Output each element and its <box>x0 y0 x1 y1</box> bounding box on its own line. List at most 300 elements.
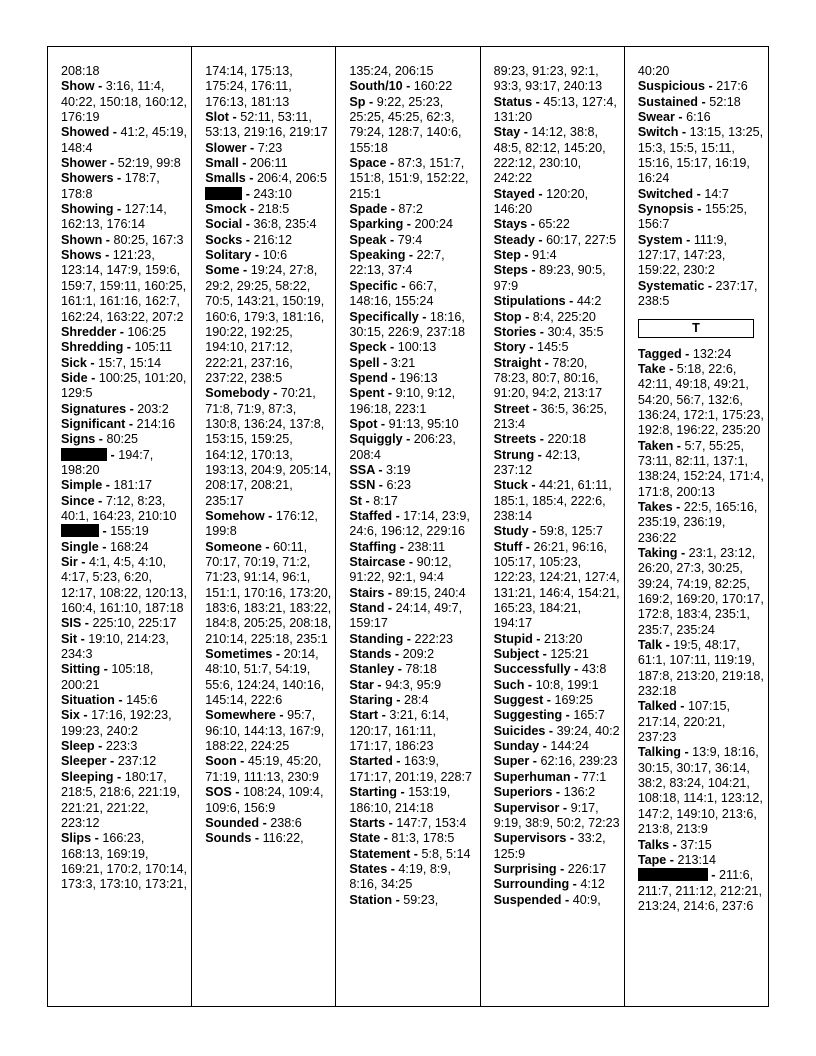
index-term: Superhuman <box>493 769 571 784</box>
term-separator: - <box>396 785 409 800</box>
index-term: Switch <box>637 125 679 140</box>
page-line-references: 169:25 <box>554 693 594 708</box>
term-separator: - <box>562 708 574 723</box>
index-entry <box>61 555 187 616</box>
page-line-references: 80:25 <box>106 432 139 447</box>
term-separator: - <box>410 846 422 861</box>
page-line-references: 87:3, 151:7, 151:8, 151:9, 152:22, 215:1 <box>349 156 469 201</box>
term-separator: - <box>693 202 706 217</box>
term-separator: - <box>245 171 258 186</box>
index-entry <box>205 708 331 754</box>
index-entry <box>494 340 620 355</box>
page-line-references: 214:16 <box>136 416 176 431</box>
redaction-bar <box>61 524 99 537</box>
page-line-references: 19:10, 214:23, 234:3 <box>61 631 169 662</box>
term-separator: - <box>681 346 693 361</box>
page-line-references: 121:23, 123:14, 147:9, 159:6, 159:7, 159:11, 160:25, 161:1, 161:16, 162:7, 162:24, 163:22, 207:2 <box>61 248 187 324</box>
index-term: Smock <box>205 202 247 217</box>
term-separator: - <box>392 508 404 523</box>
index-term: Sunday <box>493 739 540 754</box>
index-term: Stuck <box>493 478 528 493</box>
index-entry <box>349 478 475 493</box>
page-line-references: 243:10 <box>253 186 292 201</box>
index-entry <box>205 171 331 186</box>
index-entry <box>205 141 331 156</box>
index-entry <box>638 79 764 94</box>
term-separator: - <box>87 370 99 385</box>
page-line-references: 40:9, <box>572 892 601 907</box>
page-line-references: 7:23 <box>257 140 283 155</box>
index-entry <box>205 831 331 846</box>
index-term: States <box>349 861 388 876</box>
term-separator: - <box>402 432 414 447</box>
page-line-references: 127:14, 162:13, 176:14 <box>61 202 167 232</box>
index-entry <box>61 754 187 769</box>
term-separator: - <box>106 156 118 171</box>
page-line-references: 196:13 <box>399 370 438 385</box>
page-line-references: 91:4 <box>532 248 557 263</box>
index-entry <box>61 540 187 555</box>
index-entry <box>205 509 331 540</box>
index-entry <box>61 770 187 831</box>
page-line-references: 22:5, 165:16, 235:19, 236:19, 236:22 <box>637 499 758 545</box>
page-line-references: 3:19 <box>386 462 411 477</box>
index-entry <box>61 248 187 325</box>
index-term: Takes <box>637 499 673 514</box>
term-separator: - <box>251 831 263 846</box>
index-entry <box>494 64 620 95</box>
page-line-references: 42:13, 237:12 <box>493 447 581 477</box>
page-line-references: 181:17 <box>113 478 153 493</box>
term-separator: - <box>677 545 689 560</box>
index-term: Strung <box>493 447 535 462</box>
index-term: Staffing <box>349 539 397 554</box>
term-separator: - <box>106 754 118 769</box>
index-entry <box>349 494 475 509</box>
page-line-references: 9:22, 25:23, 25:25, 45:25, 62:3, 79:24, 128:7, 140:6, 155:18 <box>349 94 462 155</box>
page-line-references: 94:3, 95:9 <box>385 677 442 692</box>
index-term: Statement <box>349 846 411 861</box>
index-entry <box>349 233 475 248</box>
index-term: Staffed <box>349 508 393 523</box>
index-term: Shredding <box>61 340 124 355</box>
index-entry <box>494 233 620 248</box>
term-separator: - <box>94 493 106 508</box>
index-entry <box>638 202 764 233</box>
index-entry <box>205 202 331 217</box>
index-term: Somebody <box>205 386 270 401</box>
page-line-references: 216:12 <box>253 232 293 247</box>
page-line-references: 155:25, 156:7 <box>637 202 748 232</box>
index-term: Spell <box>349 355 380 370</box>
index-term: Successfully <box>493 662 571 677</box>
index-term: SOS <box>205 785 232 800</box>
index-term: Station <box>349 892 393 907</box>
index-entry <box>349 678 475 693</box>
index-term: Sleeping <box>61 769 114 784</box>
index-entry <box>638 233 764 279</box>
page-line-references: 120:20, 146:20 <box>493 186 589 217</box>
page-line-references: 225:10, 225:17 <box>92 616 177 631</box>
term-separator: - <box>391 647 403 662</box>
index-entry <box>61 616 187 631</box>
term-separator: - <box>394 662 406 677</box>
term-separator: - <box>402 79 414 94</box>
index-term: Stanley <box>349 662 395 677</box>
index-entry <box>61 693 187 708</box>
index-entry <box>349 217 475 232</box>
term-separator: - <box>543 693 555 708</box>
index-term: Street <box>493 401 530 416</box>
term-separator: - <box>379 355 391 370</box>
index-term: Stupid <box>493 631 533 646</box>
index-term: Taken <box>637 438 674 453</box>
index-entry <box>205 540 331 647</box>
page-line-references: 220:18 <box>547 432 587 447</box>
term-separator: - <box>527 478 540 493</box>
index-term: Significant <box>61 416 126 431</box>
index-term: Side <box>61 370 88 385</box>
term-separator: - <box>229 110 241 125</box>
term-separator: - <box>527 263 540 278</box>
page-line-references: 78:18 <box>405 662 437 677</box>
index-term: Specifically <box>349 309 419 324</box>
index-term: Superiors <box>493 785 553 800</box>
index-entry <box>205 816 331 831</box>
page-line-references: 144:24 <box>550 739 589 754</box>
term-separator: - <box>362 493 374 508</box>
page-line-references: 223:3 <box>105 739 138 754</box>
index-term: Specific <box>349 278 398 293</box>
term-separator: - <box>662 638 674 653</box>
term-separator: - <box>377 416 389 431</box>
index-entry <box>61 340 187 355</box>
index-entry <box>638 439 764 500</box>
term-separator: - <box>86 355 99 370</box>
index-entry <box>494 662 620 677</box>
index-entry <box>61 417 187 432</box>
index-term: Suspended <box>493 892 562 907</box>
term-separator: - <box>397 278 409 293</box>
index-term: Stand <box>349 601 385 616</box>
term-separator: - <box>561 892 573 907</box>
index-term: Soon <box>205 754 237 769</box>
index-entry <box>638 95 764 110</box>
page-line-references: 206:23, 208:4 <box>349 432 456 462</box>
page-line-references: 6:16 <box>686 110 711 125</box>
page-line-references: 17:16, 192:23, 199:23, 240:2 <box>61 708 172 738</box>
page-line-references: 13:9, 18:16, 30:15, 30:17, 36:14, 38:2, 83:24, 104:21, 108:18, 114:1, 123:12, 147:2, 149:10, 213:6, 213:8, 213:9 <box>637 745 763 837</box>
page-line-references: 100:25, 101:20, 129:5 <box>61 370 187 401</box>
index-term: Starts <box>349 815 386 830</box>
redaction-bar <box>205 187 242 200</box>
index-entry <box>205 187 331 202</box>
page-line-references: 39:24, 40:2 <box>556 723 620 738</box>
index-term: Sounded <box>205 815 260 830</box>
index-term: Spent <box>349 386 385 401</box>
page-line-references: 60:17, 227:5 <box>546 232 617 247</box>
index-term: Synopsis <box>637 202 694 217</box>
page-line-references: 160:22 <box>413 79 453 94</box>
term-separator: - <box>665 361 677 376</box>
page-line-references: 14:7 <box>704 186 729 201</box>
page-line-references: 77:1 <box>581 769 607 784</box>
page-line-references: 14:12, 38:8, 48:5, 82:12, 145:20, 222:12, 230:10, 242:22 <box>493 125 606 186</box>
index-term: Somehow <box>205 508 265 523</box>
index-entry <box>494 785 620 800</box>
index-entry <box>494 448 620 479</box>
index-entry <box>205 263 331 386</box>
term-separator: - <box>384 601 396 616</box>
term-separator: - <box>672 499 684 514</box>
index-term: Talks <box>637 837 670 852</box>
index-entry <box>349 847 475 862</box>
term-separator: - <box>79 708 92 723</box>
index-entry <box>349 586 475 601</box>
index-entry <box>61 371 187 402</box>
index-term: Sustained <box>637 94 698 109</box>
index-entry <box>349 340 475 355</box>
index-term: Stop <box>493 309 522 324</box>
index-term: Suspicious <box>637 79 705 94</box>
index-entry <box>494 325 620 340</box>
index-term: Showers <box>61 171 114 186</box>
page-line-references: 15:7, 15:14 <box>98 355 162 370</box>
index-entry <box>349 417 475 432</box>
term-separator: - <box>521 309 533 324</box>
term-separator: - <box>529 401 541 416</box>
page-line-references: 200:24 <box>414 217 454 232</box>
page-line-references: 203:2 <box>137 401 169 416</box>
index-entry <box>61 125 187 156</box>
page-line-references: 116:22, <box>262 831 304 846</box>
page-line-references: 238:11 <box>407 539 446 554</box>
index-term: Suicides <box>493 723 546 738</box>
page-line-references: 132:24 <box>692 346 732 361</box>
term-separator: - <box>520 248 533 263</box>
term-separator: - <box>380 831 392 846</box>
page-line-references: 24:14, 49:7, 159:17 <box>349 601 463 631</box>
page-line-references: 105:11 <box>134 340 173 355</box>
index-entry <box>61 478 187 493</box>
index-entry <box>205 386 331 509</box>
index-term: Supervisors <box>493 831 567 846</box>
term-separator: - <box>387 202 399 217</box>
index-entry <box>638 110 764 125</box>
index-entry <box>349 754 475 785</box>
term-separator: - <box>566 831 578 846</box>
term-separator: - <box>386 232 398 247</box>
term-separator: - <box>102 478 114 493</box>
index-entry <box>638 362 764 439</box>
index-term: Slower <box>205 140 247 155</box>
index-entry <box>494 402 620 433</box>
index-entry <box>494 678 620 693</box>
page-line-references: 81:3, 178:5 <box>391 831 455 846</box>
page-line-references: 237:17, 238:5 <box>637 278 758 309</box>
term-separator: - <box>91 831 103 846</box>
term-separator: - <box>534 232 547 247</box>
term-separator: - <box>525 340 538 355</box>
index-entry <box>61 156 187 171</box>
term-separator: - <box>239 263 251 278</box>
index-entry <box>61 448 187 479</box>
term-separator: - <box>707 868 720 883</box>
index-entry <box>205 248 331 263</box>
page-line-references: 176:12, 199:8 <box>205 508 318 539</box>
index-term: Some <box>205 263 240 278</box>
page-line-references: 80:25, 167:3 <box>113 232 184 247</box>
term-separator: - <box>236 754 248 769</box>
term-separator: - <box>534 186 547 201</box>
index-entry <box>349 64 475 79</box>
term-separator: - <box>77 631 89 646</box>
page-line-references: 87:2 <box>398 202 423 217</box>
index-term: Stuff <box>493 539 523 554</box>
term-separator: - <box>242 186 254 201</box>
term-separator: - <box>680 745 693 760</box>
term-separator: - <box>94 79 106 94</box>
term-separator: - <box>98 539 110 554</box>
page-line-references: 168:24 <box>110 539 149 554</box>
page-line-references: 10:8, 199:1 <box>535 677 599 692</box>
term-separator: - <box>676 699 688 714</box>
page-line-references: 20:14, 48:10, 51:7, 54:19, 55:6, 124:24, 140:16, 145:14, 222:6 <box>205 647 325 708</box>
index-entry <box>349 95 475 156</box>
term-separator: - <box>559 800 571 815</box>
index-term: Shredder <box>61 324 117 339</box>
index-entry <box>638 745 764 837</box>
index-term: Step <box>493 248 521 263</box>
page-line-references: 218:5 <box>257 202 290 217</box>
index-term: Steps <box>493 263 528 278</box>
term-separator: - <box>251 248 263 263</box>
index-term: Taking <box>637 545 678 560</box>
index-term: Stairs <box>349 585 385 600</box>
page-line-references: 3:21, 6:14, 120:17, 161:11, 171:17, 186:23 <box>349 708 449 754</box>
index-term: Swear <box>637 110 675 125</box>
index-entry <box>494 524 620 539</box>
page-line-references: 209:2 <box>402 647 435 662</box>
index-term: Spot <box>349 416 378 431</box>
index-term: SIS <box>61 616 82 631</box>
term-separator: - <box>387 370 400 385</box>
index-term: Someone <box>205 539 262 554</box>
page-line-references: 59:8, 125:7 <box>539 524 603 539</box>
term-separator: - <box>261 539 274 554</box>
index-term: Straight <box>493 355 542 370</box>
term-separator: - <box>527 217 539 232</box>
page-line-references: 217:6 <box>716 79 748 94</box>
page-line-references: 78:20, 78:23, 80:7, 80:16, 91:20, 94:2, 213:17 <box>493 355 603 401</box>
term-separator: - <box>392 892 404 907</box>
index-entry <box>349 816 475 831</box>
term-separator: - <box>552 785 564 800</box>
term-separator: - <box>107 447 119 462</box>
page-line-references: 3:16, 11:4, 40:22, 150:18, 160:12, 176:19 <box>61 79 188 125</box>
page-line-references: 100:13 <box>397 340 437 355</box>
term-separator: - <box>99 524 111 539</box>
term-separator: - <box>109 125 121 140</box>
page-line-references: 44:2 <box>576 294 602 309</box>
index-entry <box>494 248 620 263</box>
index-term: Sparking <box>349 217 404 232</box>
term-separator: - <box>77 555 90 569</box>
index-term: Somewhere <box>205 708 276 723</box>
index-entry <box>349 831 475 846</box>
term-separator: - <box>536 324 548 339</box>
index-column-3 <box>335 47 479 1006</box>
term-separator: - <box>384 585 396 600</box>
term-separator: - <box>246 140 258 155</box>
term-separator: - <box>693 186 705 201</box>
term-separator: - <box>373 677 386 692</box>
index-entry <box>349 310 475 341</box>
index-entry <box>61 171 187 202</box>
index-term: Shows <box>61 248 102 263</box>
index-entry <box>494 356 620 402</box>
term-separator: - <box>126 401 138 416</box>
term-separator: - <box>405 555 417 569</box>
term-separator: - <box>384 386 396 401</box>
page-line-references: 36:8, 235:4 <box>253 217 317 232</box>
index-entry <box>61 202 187 233</box>
index-term: Supervisor <box>493 800 560 815</box>
term-separator: - <box>95 432 107 447</box>
page-line-references: 9:17, 9:19, 38:9, 50:2, 72:23 <box>493 800 620 830</box>
term-separator: - <box>102 232 114 247</box>
term-separator: - <box>528 524 540 539</box>
index-entry <box>494 708 620 723</box>
index-term: Small <box>205 156 239 171</box>
term-separator: - <box>116 324 128 339</box>
index-term: Systematic <box>637 278 705 293</box>
page-line-references: 22:7, 22:13, 37:4 <box>349 248 445 278</box>
page-line-references: 13:15, 13:25, 15:3, 15:5, 15:11, 15:16, 15:17, 16:19, 16:24 <box>637 125 764 186</box>
index-entry <box>61 831 187 892</box>
index-column-1 <box>48 47 191 1006</box>
index-column-4 <box>480 47 624 1006</box>
index-column-2 <box>191 47 335 1006</box>
term-separator: - <box>539 647 551 662</box>
term-separator: - <box>570 769 582 784</box>
index-term: Staircase <box>349 555 406 569</box>
page-line-references: 5:7, 55:25, 73:11, 82:11, 137:1, 138:24, 152:24, 171:4, 171:8, 200:13 <box>637 438 764 499</box>
index-entry <box>349 555 475 586</box>
index-term: Sounds <box>205 831 252 846</box>
page-line-references: 26:21, 96:16, 105:17, 105:23, 122:23, 124:21, 127:4, 131:21, 146:4, 154:21, 165:23, 184:21, 194:17 <box>493 539 620 631</box>
index-term: SSA <box>349 462 375 477</box>
term-separator: - <box>569 877 581 892</box>
term-separator: - <box>666 852 678 867</box>
page-line-references: 60:11, 70:17, 70:19, 71:2, 71:23, 91:14, 96:1, 151:1, 170:16, 173:20, 183:6, 183:21, 183:22, 184:8, 205:25, 208:18, 210:14, 225:18, 235:1 <box>205 539 332 646</box>
term-separator: - <box>678 125 690 140</box>
page-line-references: 147:7, 153:4 <box>396 815 467 830</box>
term-separator: - <box>242 232 254 247</box>
index-entry <box>494 877 620 892</box>
index-term: Story <box>493 340 526 355</box>
term-separator: - <box>378 708 390 723</box>
term-separator: - <box>275 708 288 723</box>
index-term: Solitary <box>205 248 252 263</box>
index-entry <box>349 356 475 371</box>
index-term: Started <box>349 754 393 769</box>
term-separator: - <box>405 248 417 263</box>
page-line-references: 36:5, 36:25, 213:4 <box>493 401 608 431</box>
index-entry <box>205 110 331 141</box>
term-separator: - <box>698 94 710 109</box>
index-entry <box>494 217 620 232</box>
